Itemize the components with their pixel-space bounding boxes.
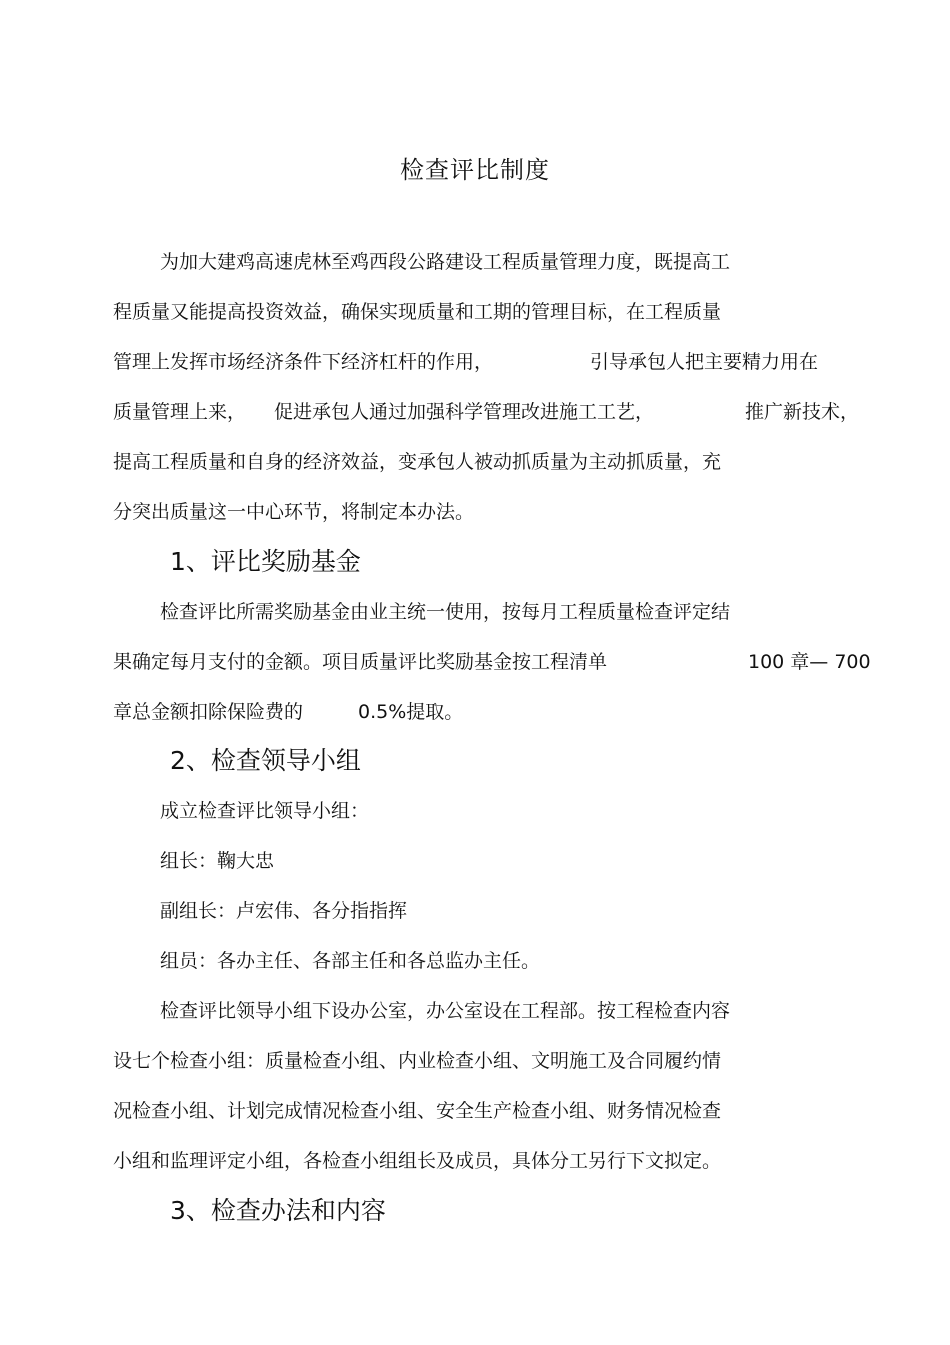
- intro-line-2: 程质量又能提高投资效益，确保实现质量和工期的管理目标，在工程质量: [113, 301, 722, 323]
- section-1-line-2b: 100 章— 700: [748, 651, 871, 673]
- document-title: 检查评比制度: [400, 156, 550, 184]
- section-2-heading: 2、检查领导小组: [170, 746, 361, 775]
- section-1-line-2a: 果确定每月支付的金额。项目质量评比奖励基金按工程清单: [113, 651, 608, 673]
- section-2-deputy: 副组长：卢宏伟、各分指指挥: [160, 900, 408, 922]
- section-2-leader: 组长：鞠大忠: [160, 850, 275, 872]
- section-1-line-3b: 0.5%提取。: [358, 701, 464, 723]
- section-1-line-3a: 章总金额扣除保险费的: [113, 701, 304, 723]
- intro-line-4b: 促进承包人通过加强科学管理改进施工工艺，: [274, 401, 655, 423]
- intro-line-3a: 管理上发挥市场经济条件下经济杠杆的作用，: [113, 351, 494, 373]
- section-2-para-line-2: 设七个检查小组：质量检查小组、内业检查小组、文明施工及合同履约情: [113, 1050, 722, 1072]
- section-2-para-line-4: 小组和监理评定小组，各检查小组组长及成员，具体分工另行下文拟定。: [113, 1150, 722, 1172]
- intro-line-5: 提高工程质量和自身的经济效益，变承包人被动抓质量为主动抓质量，充: [113, 451, 722, 473]
- intro-line-4c: 推广新技术，: [745, 401, 860, 423]
- section-2-para-line-1: 检查评比领导小组下设办公室，办公室设在工程部。按工程检查内容: [160, 1000, 731, 1022]
- section-1-heading: 1、评比奖励基金: [170, 547, 361, 576]
- intro-line-4a: 质量管理上来，: [113, 401, 247, 423]
- section-3-heading: 3、检查办法和内容: [170, 1196, 386, 1225]
- intro-line-1: 为加大建鸡高速虎林至鸡西段公路建设工程质量管理力度，既提高工: [160, 251, 731, 273]
- section-2-para-line-3: 况检查小组、计划完成情况检查小组、安全生产检查小组、财务情况检查: [113, 1100, 722, 1122]
- section-2-line-1: 成立检查评比领导小组：: [160, 800, 370, 822]
- section-1-line-1: 检查评比所需奖励基金由业主统一使用，按每月工程质量检查评定结: [160, 601, 731, 623]
- intro-line-3b: 引导承包人把主要精力用在: [590, 351, 819, 373]
- section-2-members: 组员：各办主任、各部主任和各总监办主任。: [160, 950, 541, 972]
- intro-line-6: 分突出质量这一中心环节，将制定本办法。: [113, 501, 475, 523]
